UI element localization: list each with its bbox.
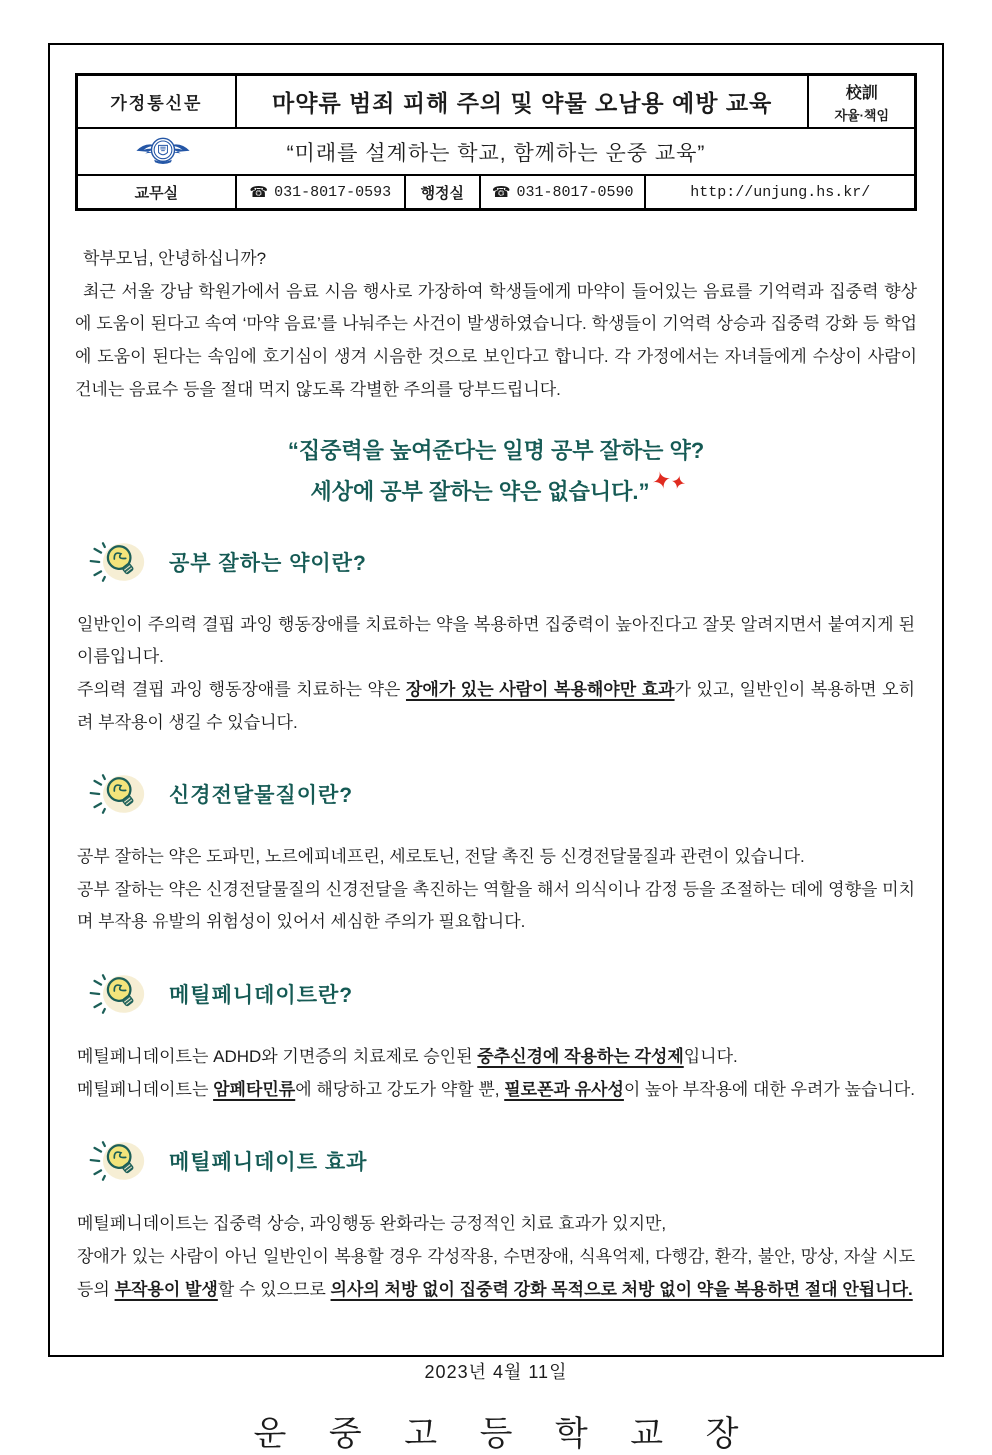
body-text: 메틸페니데이트는 집중력 상승, 과잉행동 완화라는 긍정적인 치료 효과가 있지만, [77,1214,667,1234]
section-body [77,1041,915,1106]
phone-icon: ☎ [491,184,511,201]
section-header [87,537,917,587]
emphasized-text: 암페타민류 [213,1079,296,1099]
office2-phone [481,176,647,208]
section [75,769,917,939]
body-text: 메틸페니데이트는 ADHD와 기면증의 치료제로 승인된 [77,1047,478,1066]
emphasized-text: 의사의 처방 없이 집중력 강화 목적으로 처방 없이 약을 복용하면 절대 안됩니다. [330,1279,913,1299]
paragraph [77,1041,915,1074]
paragraph [77,1208,915,1241]
paragraph [77,841,915,874]
office2-label: 행정실 [406,176,481,208]
body-text: 이 높아 부작용에 대한 우려가 높습니다. [623,1079,915,1099]
lightbulb-icon [87,969,147,1019]
intro-paragraph [75,243,917,406]
paragraph [77,874,915,939]
greeting-line: 학부모님, 안녕하십니까? [83,249,267,268]
section-heading [163,1146,373,1176]
issue-date: 2023년 4월 11일 [424,1362,568,1383]
motto-value: 자율·책임 [834,107,890,123]
body-text: 메틸페니데이트는 [77,1079,214,1099]
body-text: 에 해당하고 강도가 약할 뿐, [295,1079,505,1099]
emphasized-text: 필로폰과 유사성 [504,1079,624,1099]
section [75,1136,917,1306]
principal-signature: 운중고등학교장 [253,1415,781,1454]
section-header [87,1136,917,1186]
section-heading-text: 신경전달물질이란? [163,779,359,809]
emphasized-text: 부작용이 발생 [114,1279,218,1299]
lightbulb-icon [87,769,147,819]
body-text: 장애가 있는 사람이 아닌 일반인이 복용할 경우 각성작용, 수면장애, 식욕억제, 다행감, 환각, 불안, 망상, 자살 시도 등의 [77,1246,915,1299]
office1-phone [237,176,406,208]
header-row-contacts [78,176,914,208]
paragraph [77,1074,915,1107]
office2-phone-number: 031-8017-0590 [516,183,634,201]
section [75,969,917,1106]
emphasized-text: 중추신경에 작용하는 각성제 [477,1047,684,1066]
paragraph [77,1241,915,1306]
section-heading [163,979,359,1009]
section-heading-text: 메틸페니데이트 효과 [163,1146,373,1176]
footer [75,1358,917,1455]
school-motto-cell [809,76,914,127]
office1-label: 교무실 [78,176,237,208]
body-text: 입니다. [683,1047,738,1066]
paragraph [77,674,915,739]
section-heading-text: 메틸페니데이트란? [163,979,359,1009]
quote-line-2 [75,465,917,513]
section-heading-text: 공부 잘하는 약이란? [163,547,373,577]
body-text: 주의력 결핍 과잉 행동장애를 치료하는 약은 [77,679,406,699]
newsletter-page [48,43,944,1454]
header-table [75,73,917,211]
paragraph [77,609,915,674]
section-body [77,609,915,740]
page-title: 마약류 범죄 피해 주의 및 약물 오남용 예방 교육 [237,76,810,127]
header-row-slogan [78,129,914,176]
body-text: 공부 잘하는 약은 신경전달물질의 신경전달을 촉진하는 역할을 해서 의식이나 감정 등을 조절하는 데에 영향을 미치며 부작용 유발의 위험성이 있어서 세심한 주의가 필요합니다. [77,879,915,932]
section-header [87,969,917,1019]
quote-line-2-text: 세상에 공부 잘하는 약은 없습니다.” [310,478,650,504]
star-doodle-icon: ✦✦ [648,465,686,497]
school-website-url: http://unjung.hs.kr/ [690,183,871,201]
lightbulb-icon [87,537,147,587]
phone-icon: ☎ [249,184,269,201]
header-row-title [78,76,914,129]
emphasized-text: 장애가 있는 사람이 복용해야만 효과 [405,679,675,699]
intro-body-text: 최근 서울 강남 학원가에서 음료 시음 행사로 가장하여 학생들에게 마약이 들어있는 음료를 기억력과 집중력 향상에 도움이 된다고 속여 ‘마약 음료’를 나눠주는 사건이 발생하였습니다. 학생들이 기억력 상승과 집중력 강화 등 학업에 도움이 된다는 속임에 호기심이 생겨 시음한 것으로 보인다고 합니다. 각 가정에서는 자녀들에게 수상이 사람이 건네는 음료수 등을 절대 먹지 않도록 각별한 주의를 당부드립니다. [75,281,917,399]
section-body [77,841,915,939]
body-text: 할 수 있으므로 [217,1279,331,1299]
section-heading [163,779,359,809]
school-slogan: “미래를 설계하는 학교, 함께하는 운중 교육” [286,141,706,165]
doc-type-label: 가정통신문 [78,76,237,127]
body-text: 공부 잘하는 약은 도파민, 노르에피네프린, 세로토닌, 전달 촉진 등 신경전달물질과 관련이 있습니다. [77,847,805,867]
sections-container [75,537,917,1307]
section-header [87,769,917,819]
office1-phone-number: 031-8017-0593 [274,183,392,201]
motto-label: 校訓 [845,84,878,102]
section-body [77,1208,915,1306]
section-heading [163,547,373,577]
section [75,537,917,740]
headline-quote [75,432,917,513]
body-text: 가 있고, 일반인이 복용하면 오히려 부작용이 생길 수 있습니다. [77,679,915,732]
body-text: 일반인이 주의력 결핍 과잉 행동장애를 치료하는 약을 복용하면 집중력이 높아진다고 잘못 알려지면서 붙여지게 된 이름입니다. [77,614,915,667]
school-logo-icon [134,133,192,172]
lightbulb-icon [87,1136,147,1186]
quote-line-1: “집중력을 높여준다는 일명 공부 잘하는 약? [287,438,705,464]
